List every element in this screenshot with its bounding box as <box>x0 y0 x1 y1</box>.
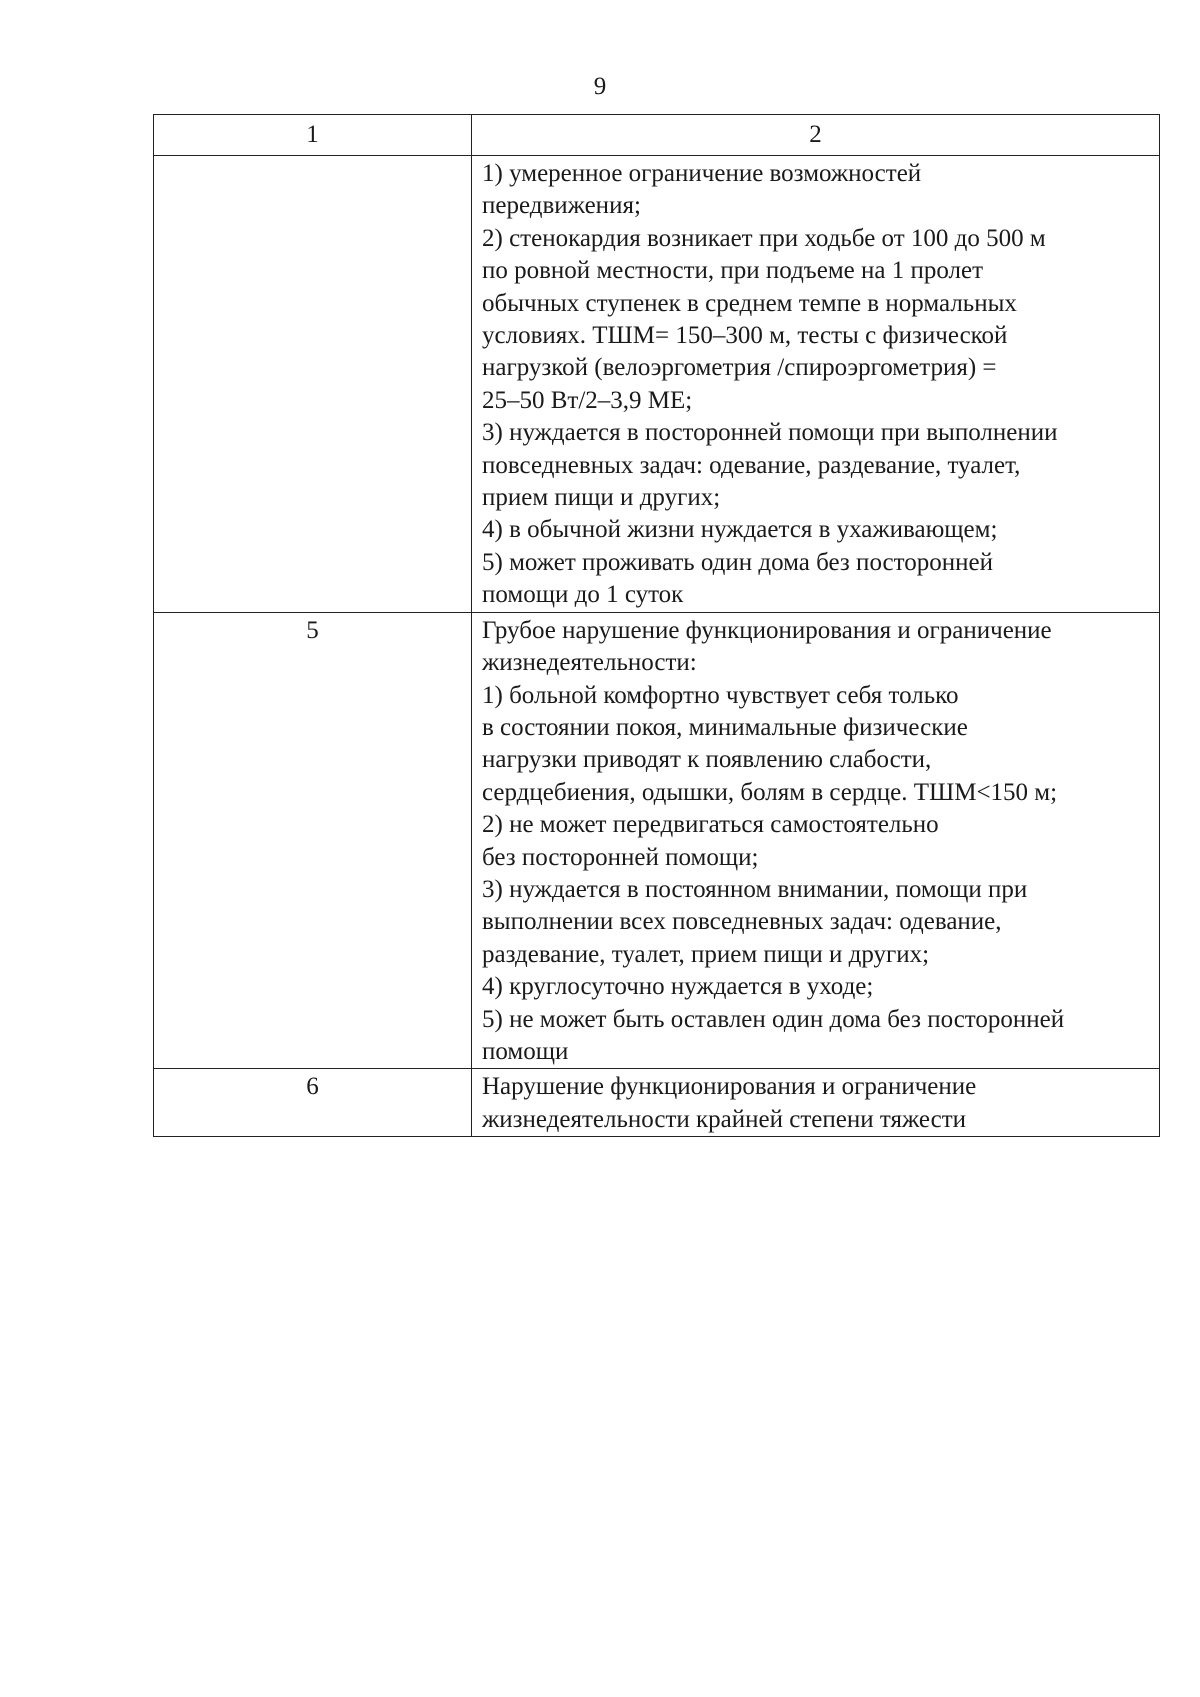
text-line: в состоянии покоя, минимальные физические <box>482 713 968 741</box>
table-row <box>154 612 1160 1069</box>
text-line: раздевание, туалет, прием пищи и других; <box>482 940 930 968</box>
text-line: 5) не может быть оставлен один дома без посторонней <box>482 1005 1065 1033</box>
row-description-cell <box>472 156 1160 613</box>
row-description-cell <box>472 612 1160 1069</box>
text-line: передвижения; <box>482 192 641 220</box>
table-row <box>154 156 1160 613</box>
text-line: 3) нуждается в постоянном внимании, помощи при <box>482 875 1028 903</box>
text-line: нагрузкой (велоэргометрия /спироэргометрия) = <box>482 354 997 382</box>
text-line: 3) нуждается в посторонней помощи при выполнении <box>482 419 1058 447</box>
text-line: 4) в обычной жизни нуждается в ухаживающем; <box>482 516 998 544</box>
text-line: помощи до 1 суток <box>482 581 684 609</box>
text-line: 2) стенокардия возникает при ходьбе от 100 до 500 м <box>482 224 1046 252</box>
table-header-row <box>154 115 1160 156</box>
text-line: Грубое нарушение функционирования и ограничение <box>482 616 1052 644</box>
text-line: сердцебиения, одышки, болям в сердце. ТШМ<150 м; <box>482 778 1058 806</box>
text-line: жизнедеятельности: <box>482 649 697 677</box>
text-line: помощи <box>482 1037 569 1065</box>
column-header-1: 1 <box>154 115 472 156</box>
text-line: 1) больной комфортно чувствует себя только <box>482 681 959 709</box>
text-line: 4) круглосуточно нуждается в уходе; <box>482 973 874 1001</box>
text-line: нагрузки приводят к появлению слабости, <box>482 746 932 774</box>
row-number-cell: 5 <box>154 612 472 1069</box>
text-line: повседневных задач: одевание, раздевание, туалет, <box>482 451 1021 479</box>
text-line: Нарушение функционирования и ограничение <box>482 1073 977 1101</box>
row-number-cell: 6 <box>154 1069 472 1137</box>
text-line: 5) может проживать один дома без посторонней <box>482 548 993 576</box>
row-number-cell <box>154 156 472 613</box>
text-line: обычных ступенек в среднем темпе в нормальных <box>482 289 1017 317</box>
row-description-cell <box>472 1069 1160 1137</box>
table-row <box>154 1069 1160 1137</box>
text-line: прием пищи и других; <box>482 484 721 512</box>
column-header-2: 2 <box>472 115 1160 156</box>
classification-table <box>153 114 1160 1137</box>
text-line: 2) не может передвигаться самостоятельно <box>482 811 939 839</box>
text-line: условиях. ТШМ= 150–300 м, тесты с физической <box>482 322 1008 350</box>
text-line: выполнении всех повседневных задач: одевание, <box>482 908 1002 936</box>
text-line: по ровной местности, при подъеме на 1 пролет <box>482 257 984 285</box>
text-line: жизнедеятельности крайней степени тяжести <box>482 1105 967 1133</box>
page-number: 9 <box>593 73 607 100</box>
text-line: 1) умеренное ограничение возможностей <box>482 160 922 187</box>
text-line: без посторонней помощи; <box>482 843 759 871</box>
text-line: 25–50 Вт/2–3,9 МЕ; <box>482 386 693 414</box>
